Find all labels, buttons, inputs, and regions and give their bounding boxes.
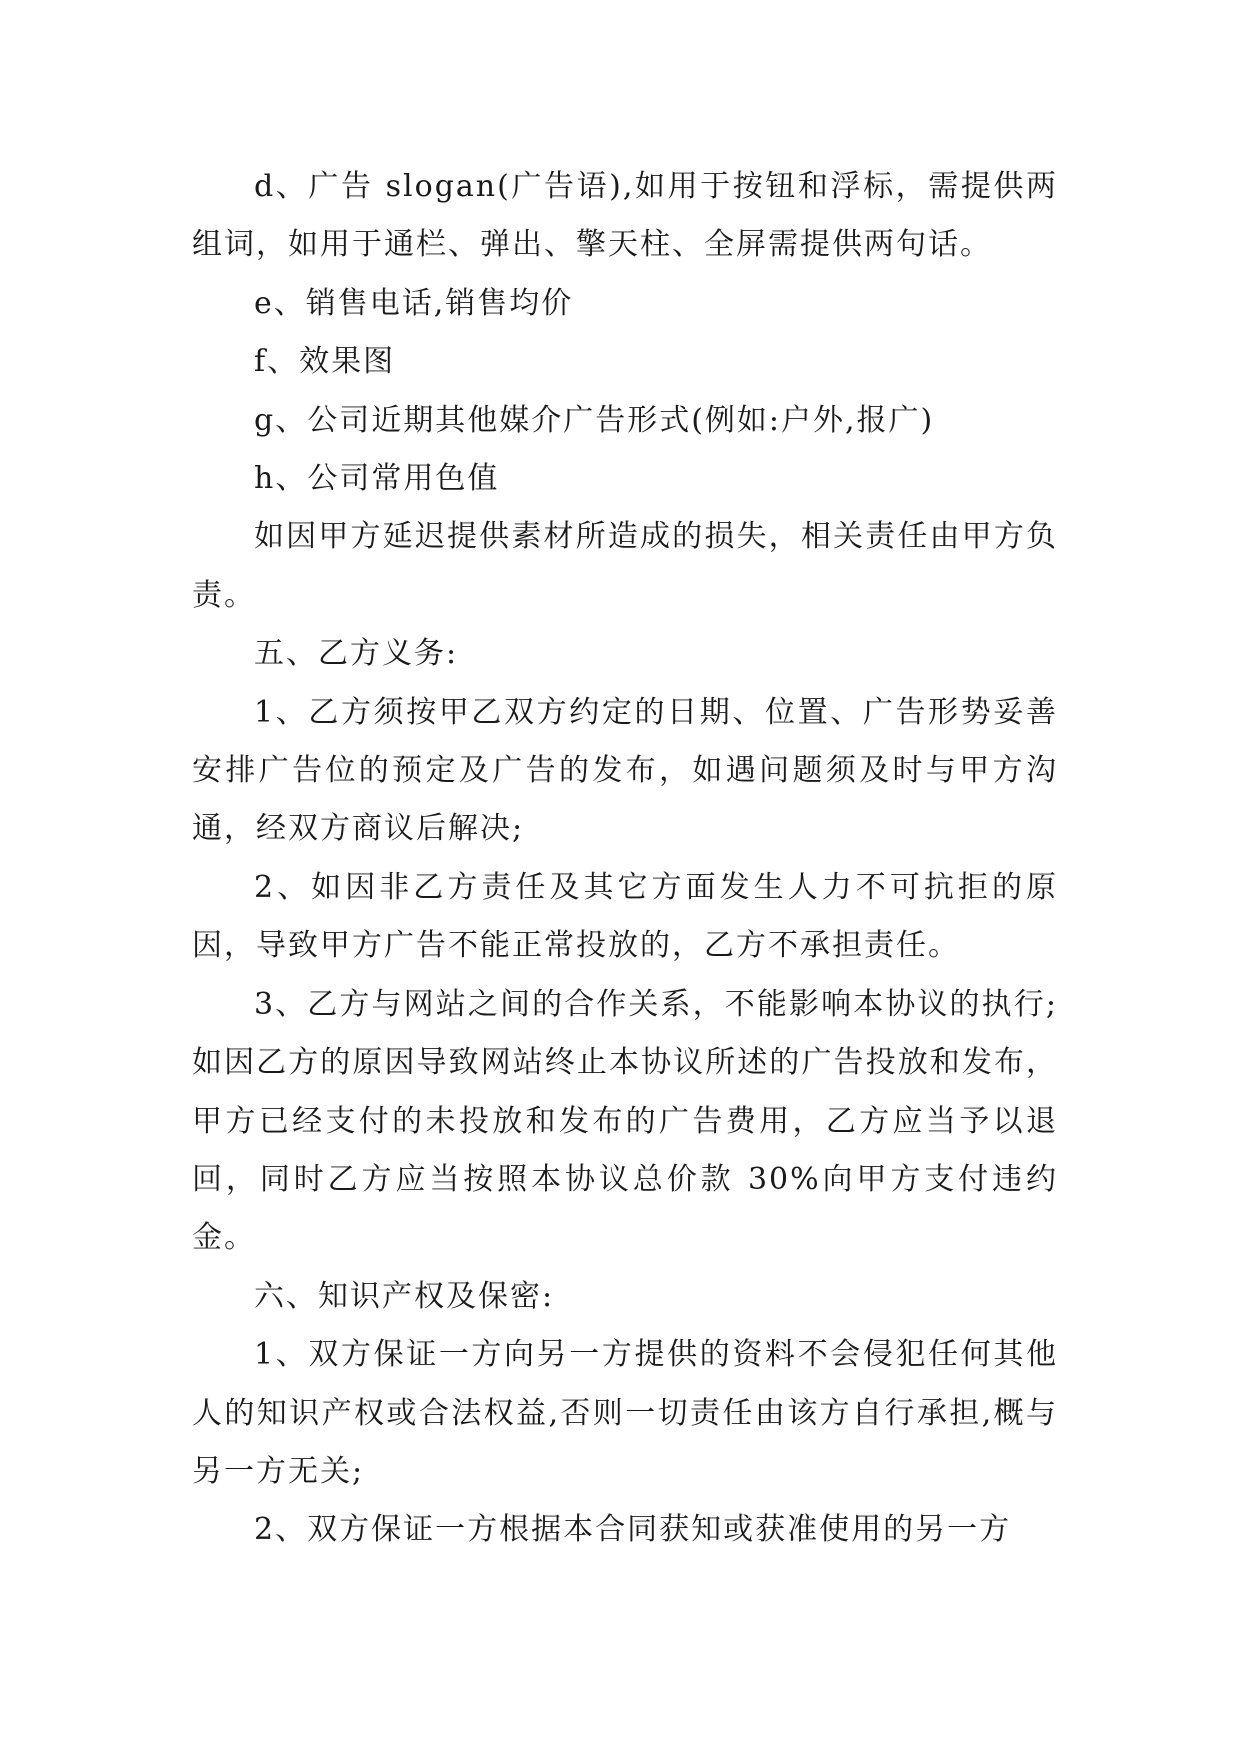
paragraph-obligation-2: 2、如因非乙方责任及其它方面发生人力不可抗拒的原因，导致甲方广告不能正常投放的，乙方不承担责任。 xyxy=(192,869,1058,964)
paragraph-ip-1: 1、双方保证一方向另一方提供的资料不会侵犯任何其他人的知识产权或合法权益,否则一切责任由该方自行承担,概与另一方无关; xyxy=(192,1337,1058,1489)
paragraph-h-color-values: h、公司常用色值 xyxy=(254,461,500,497)
paragraph-e-sales-phone: e、销售电话,销售均价 xyxy=(254,285,574,321)
paragraph-obligation-3: 3、乙方与网站之间的合作关系，不能影响本协议的执行;如因乙方的原因导致网站终止本协议所述的广告投放和发布，甲方已经支付的未投放和发布的广告费用，乙方应当予以退回，同时乙方应当按照本协议总价款 30%向甲方支付违约金。 xyxy=(192,986,1058,1256)
section-heading-ip-confidentiality: 六、知识产权及保密: xyxy=(254,1278,555,1314)
paragraph-obligation-1: 1、乙方须按甲乙双方约定的日期、位置、广告形势妥善安排广告位的预定及广告的发布，如遇问题须及时与甲方沟通，经双方商议后解决; xyxy=(192,694,1058,847)
paragraph-ip-2: 2、双方保证一方根据本合同获知或获准使用的另一方 xyxy=(254,1512,1012,1548)
paragraph-f-renderings: f、效果图 xyxy=(254,344,396,380)
paragraph-d-slogan: d、广告 slogan(广告语),如用于按钮和浮标，需提供两组词，如用于通栏、弹出、擎天柱、全屏需提供两句话。 xyxy=(192,169,1058,263)
paragraph-g-other-media: g、公司近期其他媒介广告形式(例如:户外,报广) xyxy=(254,402,935,438)
document-body xyxy=(192,158,1058,1560)
section-heading-party-b-obligations: 五、乙方义务: xyxy=(254,636,459,672)
paragraph-delay-liability: 如因甲方延迟提供素材所造成的损失，相关责任由甲方负责。 xyxy=(192,519,1058,613)
